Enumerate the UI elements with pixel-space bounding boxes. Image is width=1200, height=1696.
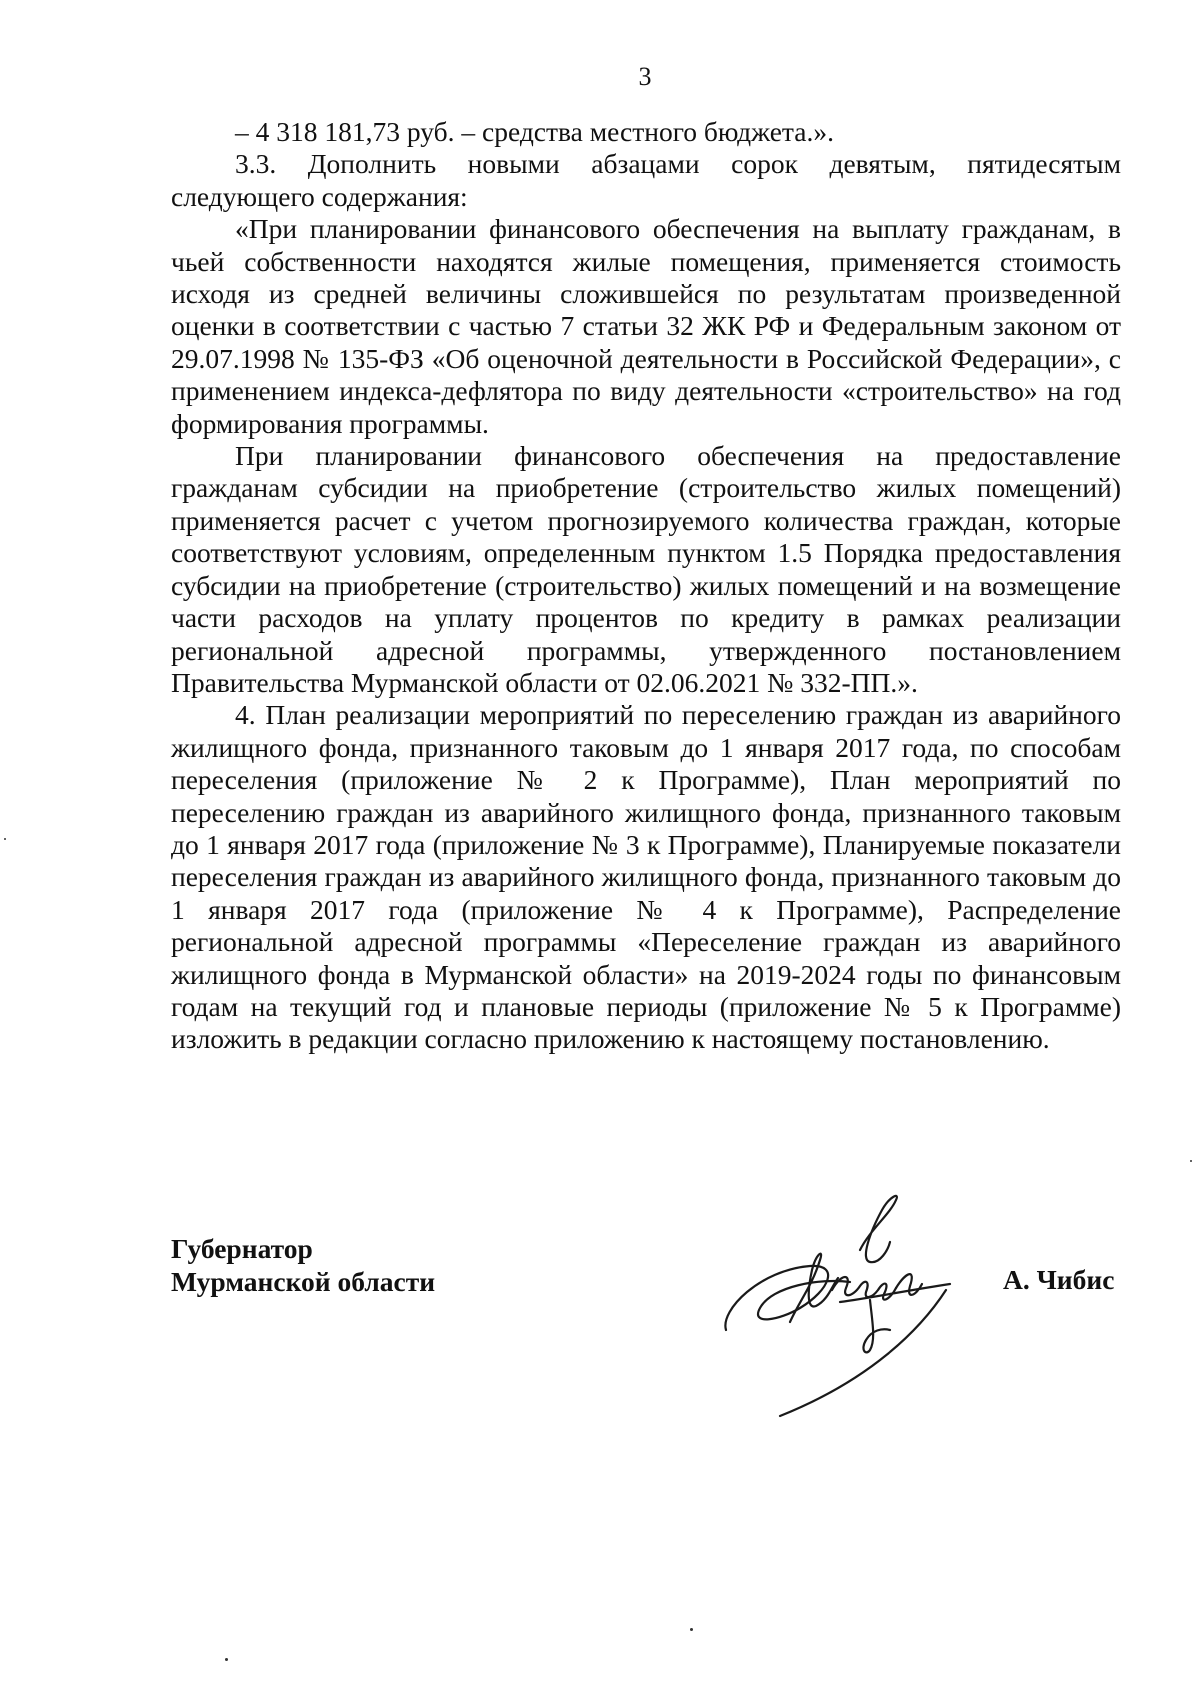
- signatory-name: А. Чибис: [1003, 1264, 1115, 1295]
- scan-speck: [225, 1658, 228, 1661]
- scan-speck: [690, 1628, 693, 1631]
- signatory-position: [171, 1232, 435, 1298]
- paragraph-subsidy: При планировании финансового обеспечения на предоставление гражданам субсидии на приобретение (строительство жилых помещений) применяется расчет с учетом прогнозируемого количества граждан, которые соответствуют условиям, определенным пунктом 1.5 Порядка предоставления субсидии на приобретение (строительство) жилых помещений и на возмещение части расходов на уплату процентов по кредиту в рамках реализации региональной адресной программы, утвержденного постановлением Правительства Мурманской области от 02.06.2021 № 332-ПП.».: [171, 440, 1121, 698]
- signatory-region: Мурманской области: [171, 1266, 436, 1297]
- paragraph-3-3: 3.3. Дополнить новыми абзацами сорок девятым, пятидесятым следующего содержания:: [171, 148, 1121, 212]
- document-body: [171, 116, 1121, 1056]
- page-number: 3: [638, 62, 652, 91]
- paragraph-4: 4. План реализации мероприятий по переселению граждан из аварийного жилищного фонда, признанного таковым до 1 января 2017 года, по способам переселения (приложение № 2 к Программе), План мероприятий по переселению граждан из аварийного жилищного фонда, признанного таковым до 1 января 2017 года (приложение № 3 к Программе), Планируемые показатели переселения граждан из аварийного жилищного фонда, признанного таковым до 1 января 2017 года (приложение № 4 к Программе), Распределение региональной адресной программы «Переселение граждан из аварийного жилищного фонда в Мурманской области» на 2019-2024 годы по финансовым годам на текущий год и плановые периоды (приложение № 5 к Программе) изложить в редакции согласно приложению к настоящему постановлению.: [171, 699, 1121, 1055]
- paragraph-quote-financing: «При планировании финансового обеспечения на выплату гражданам, в чьей собственности находятся жилые помещения, применяется стоимость исходя из средней величины сложившейся по результатам произведенной оценки в соответствии с частью 7 статьи 32 ЖК РФ и Федеральным законом от 29.07.1998 № 135-ФЗ «Об оценочной деятельности в Российской Федерации», с применением индекса-дефлятора по виду деятельности «строительство» на год формирования программы.: [171, 213, 1121, 439]
- paragraph-budget-line: – 4 318 181,73 руб. – средства местного бюджета.».: [235, 116, 834, 147]
- signatory-title: Губернатор: [171, 1233, 313, 1264]
- scan-speck: [4, 838, 6, 840]
- scan-speck: [1190, 1160, 1192, 1162]
- handwritten-signature: [720, 1190, 980, 1420]
